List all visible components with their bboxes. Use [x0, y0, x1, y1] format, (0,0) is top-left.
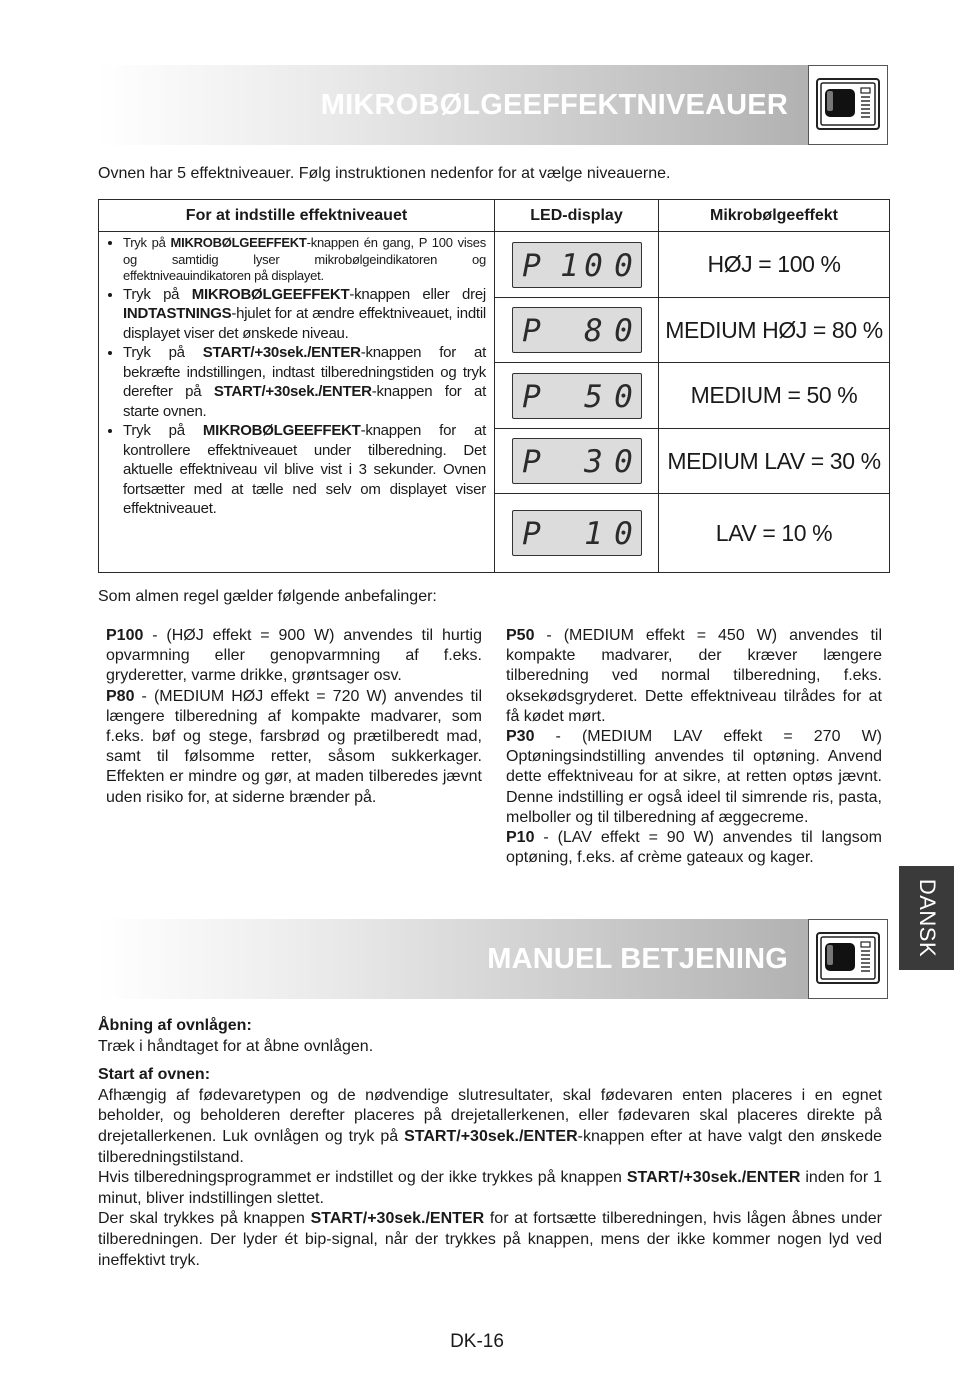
- instruction-item: [123, 421, 486, 519]
- power-level-table: [98, 199, 890, 573]
- recommendation-paragraph: [506, 727, 882, 828]
- instruction-item: [123, 235, 486, 285]
- led-digit: [557, 445, 583, 479]
- door-text: Træk i håndtaget for at åbne ovnlågen.: [98, 1037, 374, 1055]
- intro-text: Ovnen har 5 effektniveauer. Følg instruktionen nedenfor for at vælge niveauerne.: [98, 165, 671, 182]
- led-display: [512, 242, 642, 288]
- led-digit: 0: [614, 313, 633, 349]
- recommend-intro: Som almen regel gælder følgende anbefalinger:: [98, 588, 437, 605]
- text-run: -hjulet for at ændre effektniveauet, indtil displayet viser det ønskede niveau.: [123, 305, 486, 342]
- text-run: - (MEDIUM LAV effekt = 270 W) Optøningsindstilling anvendes til optøning. Anvend dette effektniveau for at sikre, at retten optøs jævnt. Denne indstilling er også ideel til simrende ris, pasta, melboller og til tilberedning af æggecreme.: [506, 728, 882, 826]
- recommendation-paragraph: [506, 626, 882, 727]
- led-digit: P: [522, 444, 541, 480]
- led-display-cell: [495, 494, 659, 573]
- text-run: Tryk på: [123, 422, 203, 439]
- section-title: MIKROBØLGEEFFEKTNIVEAUER: [320, 89, 788, 121]
- recommendations-left-column: [106, 626, 482, 808]
- language-tab-label: DANSK: [914, 878, 940, 958]
- led-display-cell: [495, 232, 659, 298]
- door-heading: Åbning af ovnlågen:: [98, 1017, 252, 1034]
- led-digit: 3: [584, 444, 603, 480]
- led-digit: [557, 380, 583, 414]
- manual-operation-text: [98, 1016, 882, 1271]
- led-display-cell: [495, 363, 659, 429]
- led-digit: 8: [584, 313, 603, 349]
- led-digit: [557, 314, 583, 348]
- bold-term: P10: [506, 829, 535, 847]
- text-run: Tryk på: [123, 344, 203, 361]
- start-paragraph: [98, 1209, 882, 1271]
- instruction-item: [123, 343, 486, 421]
- led-digit: 0: [584, 247, 603, 284]
- bold-term: START/+30sek./ENTER: [404, 1127, 578, 1145]
- language-tab: [899, 866, 954, 970]
- led-digit: P: [522, 313, 541, 349]
- led-display: [512, 373, 642, 419]
- instructions-cell: [99, 232, 495, 573]
- bold-term: INDTASTNINGS: [123, 305, 232, 322]
- led-display-cell: [495, 429, 659, 494]
- section-title: MANUEL BETJENING: [487, 943, 788, 975]
- table-header-power: Mikrobølgeeffekt: [659, 200, 890, 232]
- led-display-cell: [495, 298, 659, 363]
- text-run: Tryk på: [123, 285, 192, 303]
- bold-term: START/+30sek./ENTER: [202, 344, 361, 361]
- recommendation-paragraph: [106, 687, 482, 808]
- text-run: Tryk på: [123, 235, 171, 250]
- bold-term: MIKROBØLGEEFFEKT: [170, 235, 307, 250]
- bold-term: START/+30sek./ENTER: [213, 383, 372, 400]
- text-run: - (MEDIUM effekt = 450 W) anvendes til kompakte madvarer, der kræver længere tilberedning ved normal tilberedning, f.eks. oksekødsgryderet. Dette effektniveau tilrådes for at få kødet mørt.: [506, 627, 882, 725]
- led-digit: 1: [560, 247, 579, 284]
- led-digit: P: [522, 247, 541, 284]
- power-level-cell: HØJ = 100 %: [659, 232, 890, 298]
- section-header-band: [98, 65, 888, 145]
- text-run: - (LAV effekt = 90 W) anvendes til langsom optøning, f.eks. af crème gateaux og kager.: [506, 829, 882, 867]
- text-run: for at fortsætte tilberedningen, hvis lågen åbnes under tilberedningen. Der lyder ét bip-signal, når der trykkes på knappen, mens der ikke kommer nogen lyd ved ineffektivt tryk.: [98, 1210, 883, 1269]
- led-digit: 0: [614, 516, 633, 552]
- text-run: Der skal trykkes på knappen: [98, 1210, 311, 1228]
- text-run: Afhængig af fødevaretypen og de nødvendige slutresultater, skal fødevaren enten placeres i en egnet beholder, og beholderen derefter placeres på drejetallerkenen, eller fødevaren skal placeres direkte på drejetallerkenen. Luk ovnlågen og tryk på: [98, 1086, 882, 1145]
- led-digit: 1: [584, 516, 603, 552]
- bold-term: MIKROBØLGEEFFEKT: [191, 285, 350, 303]
- start-heading: Start af ovnen:: [98, 1066, 211, 1084]
- bold-term: P50: [506, 627, 535, 644]
- text-run: -knappen for at starte ovnen.: [123, 383, 486, 420]
- led-digit: [557, 517, 583, 551]
- led-digit: 0: [614, 444, 633, 480]
- led-digit: P: [522, 516, 541, 552]
- instruction-item: [123, 285, 486, 344]
- text-run: -knappen for at bekræfte indstillingen, indtast tilberedningstiden og tryk derefter på: [123, 344, 486, 400]
- bold-term: MIKROBØLGEEFFEKT: [202, 422, 361, 439]
- table-header-instructions: For at indstille effektniveauet: [99, 200, 495, 232]
- instructions-list: [107, 235, 486, 519]
- bold-term: P80: [106, 687, 135, 705]
- table-header-led: LED-display: [495, 200, 659, 232]
- microwave-icon: [808, 919, 888, 999]
- bold-term: P30: [506, 728, 535, 746]
- recommendation-paragraph: [506, 828, 882, 868]
- led-display: [512, 510, 642, 556]
- text-run: -knappen én gang, P 100 vises og samtidig lyser mikrobølgeindikatoren og effektniveauindikatoren på displayet.: [123, 235, 486, 283]
- recommendations-right-column: [506, 626, 882, 868]
- text-run: -knappen efter at have valgt den ønskede tilberedningstilstand.: [98, 1127, 882, 1166]
- start-paragraph: [98, 1168, 882, 1209]
- text-run: - (MEDIUM HØJ effekt = 720 W) anvendes til længere tilberedning af kompakte madvarer, som f.eks. bøf og stege, farsbrød og prætilberedt mad, samt til følsomme retter, såsom sukkerkager. Effekten er mindre og gør, at maden tilberedes jævnt uden risiko for, at siderne brænder på.: [106, 687, 482, 806]
- power-level-cell: MEDIUM = 50 %: [659, 363, 890, 429]
- led-display: [512, 307, 642, 353]
- power-level-cell: MEDIUM LAV = 30 %: [659, 429, 890, 494]
- led-digit: 0: [614, 247, 633, 284]
- text-run: - (HØJ effekt = 900 W) anvendes til hurtig opvarmning eller genopvarmning af f.eks. gryderetter, varme drikke, grøntsager osv.: [106, 627, 482, 685]
- power-level-cell: LAV = 10 %: [659, 494, 890, 573]
- microwave-icon: [808, 65, 888, 145]
- text-run: -knappen eller drej: [349, 285, 486, 303]
- table-row: [99, 232, 890, 298]
- recommendation-paragraph: [106, 626, 482, 687]
- start-paragraphs: [98, 1086, 882, 1271]
- bold-term: START/+30sek./ENTER: [310, 1210, 485, 1228]
- text-run: inden for 1 minut, bliver indstillingen slettet.: [98, 1169, 882, 1207]
- bold-term: P100: [106, 627, 144, 644]
- power-level-cell: MEDIUM HØJ = 80 %: [659, 298, 890, 363]
- start-paragraph: [98, 1086, 882, 1168]
- bold-term: START/+30sek./ENTER: [626, 1169, 801, 1187]
- led-display: [512, 438, 642, 484]
- led-digit: 5: [584, 378, 603, 415]
- page-number: DK-16: [450, 1331, 504, 1352]
- text-run: Hvis tilberedningsprogrammet er indstillet og der ikke trykkes på knappen: [98, 1169, 627, 1187]
- text-run: -knappen for at kontrollere effektniveauet under tilberedning. Det aktuelle effektniveau vil blive vist i 3 sekunder. Ovnen fortsætter med at tælle ned selv om displayet viser effektniveauet.: [123, 422, 486, 517]
- section-header-band: [98, 919, 888, 999]
- led-digit: 0: [614, 378, 633, 415]
- led-digit: P: [522, 378, 541, 415]
